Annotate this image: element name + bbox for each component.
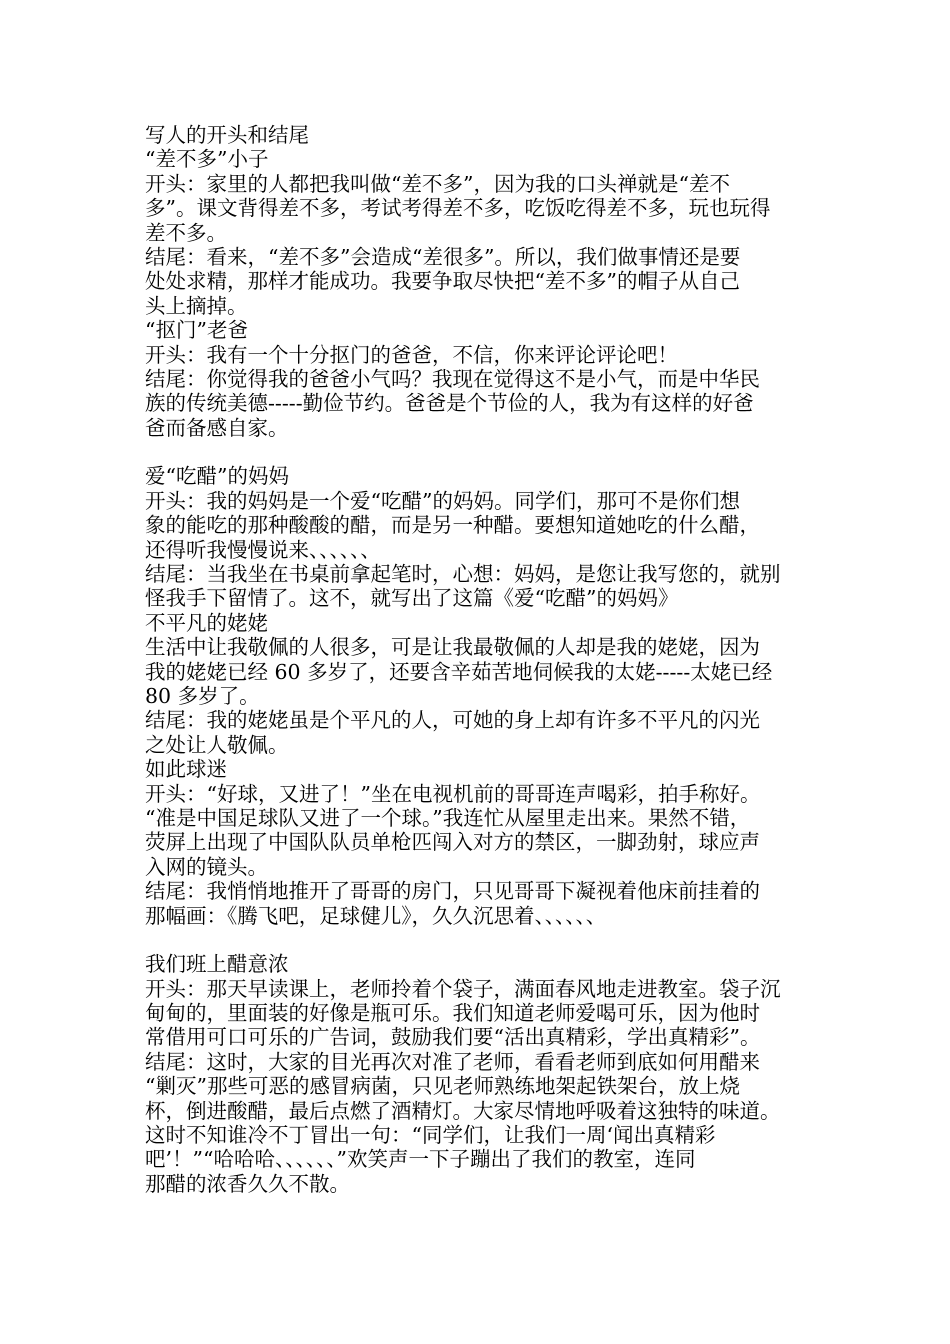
paragraph-line: 族的传统美德-----勤俭节约。爸爸是个节俭的人，我为有这样的好爸 <box>145 391 754 416</box>
paragraph-line: 常借用可口可乐的广告词，鼓励我们要“活出真精彩，学出真精彩”。 <box>145 1025 761 1050</box>
paragraph-line: 甸甸的，里面装的好像是瓶可乐。我们知道老师爱喝可乐，因为他时 <box>145 1001 760 1026</box>
paragraph-line: 开头：那天早读课上，老师拎着个袋子，满面春风地走进教室。袋子沉 <box>145 976 781 1001</box>
paragraph-line: 还得听我慢慢说来、、、、、、 <box>145 537 381 562</box>
paragraph-line: “剿灭”那些可恶的感冒病菌，只见老师熟练地架起铁架台，放上烧 <box>145 1074 740 1099</box>
paragraph-line: 吧’！”“哈哈哈、、、、、、”欢笑声一下子蹦出了我们的教室，连同 <box>145 1147 696 1172</box>
document-page <box>145 123 813 1196</box>
paragraph-line: 爸而备感自家。 <box>145 415 289 440</box>
paragraph-line: 结尾：我的姥姥虽是个平凡的人，可她的身上却有许多不平凡的闪光 <box>145 708 760 733</box>
section-heading: “抠门”老爸 <box>145 318 248 343</box>
paragraph-line: 杯，倒进酸醋，最后点燃了酒精灯。大家尽情地呼吸着这独特的味道。 <box>145 1098 781 1123</box>
paragraph-line: 怪我手下留情了。这不，就写出了这篇《爱“吃醋”的妈妈》 <box>145 586 679 611</box>
paragraph-line: 结尾：你觉得我的爸爸小气吗？我现在觉得这不是小气，而是中华民 <box>145 366 760 391</box>
paragraph-line: 80 多岁了。 <box>145 683 260 708</box>
paragraph-line: 差不多。 <box>145 220 227 245</box>
paragraph-line: 开头：“好球，又进了！”坐在电视机前的哥哥连声喝彩，拍手称好。 <box>145 781 761 806</box>
paragraph-line: 之处让人敬佩。 <box>145 732 289 757</box>
paragraph-line: 多”。课文背得差不多，考试考得差不多，吃饭吃得差不多，玩也玩得 <box>145 196 771 221</box>
section-heading: 爱“吃醋”的妈妈 <box>145 464 289 489</box>
paragraph-line: 入网的镜头。 <box>145 854 268 879</box>
paragraph-line: 开头：家里的人都把我叫做“差不多”，因为我的口头禅就是“差不 <box>145 171 730 196</box>
section-heading: 不平凡的姥姥 <box>145 610 268 635</box>
paragraph-line: 结尾：我悄悄地推开了哥哥的房门，只见哥哥下凝视着他床前挂着的 <box>145 879 760 904</box>
blank-line <box>145 440 813 464</box>
paragraph-line: 荧屏上出现了中国队队员单枪匹闯入对方的禁区，一脚劲射，球应声 <box>145 830 760 855</box>
section-heading: 如此球迷 <box>145 757 227 782</box>
section-heading: 我们班上醋意浓 <box>145 952 289 977</box>
paragraph-line: 我的姥姥已经 60 多岁了，还要含辛茹苦地伺候我的太姥-----太姥已经 <box>145 659 773 684</box>
paragraph-line: 开头：我有一个十分抠门的爸爸，不信，你来评论评论吧！ <box>145 342 678 367</box>
paragraph-line: 处处求精，那样才能成功。我要争取尽快把“差不多”的帽子从自己 <box>145 269 740 294</box>
paragraph-line: 那醋的浓香久久不散。 <box>145 1171 350 1196</box>
paragraph-line: 头上摘掉。 <box>145 293 248 318</box>
paragraph-line: 开头：我的妈妈是一个爱“吃醋”的妈妈。同学们，那可不是你们想 <box>145 488 740 513</box>
blank-line <box>145 928 813 952</box>
paragraph-line: 这时不知谁冷不丁冒出一句：“同学们，让我们一周‘闻出真精彩 <box>145 1123 716 1148</box>
paragraph-line: 象的能吃的那种酸酸的醋，而是另一种醋。要想知道她吃的什么醋， <box>145 513 760 538</box>
paragraph-line: 那幅画：《腾飞吧，足球健儿》，久久沉思着、、、、、、 <box>145 903 607 928</box>
section-heading: “差不多”小子 <box>145 147 269 172</box>
paragraph-line: “准是中国足球队又进了一个球。”我连忙从屋里走出来。果然不错， <box>145 805 751 830</box>
paragraph-line: 结尾：看来，“差不多”会造成“差很多”。所以，我们做事情还是要 <box>145 244 741 269</box>
paragraph-line: 结尾：当我坐在书桌前拿起笔时，心想：妈妈，是您让我写您的，就别 <box>145 562 781 587</box>
paragraph-line: 结尾：这时，大家的目光再次对准了老师，看看老师到底如何用醋来 <box>145 1049 760 1074</box>
paragraph-line: 生活中让我敬佩的人很多，可是让我最敬佩的人却是我的姥姥，因为 <box>145 635 760 660</box>
document-title: 写人的开头和结尾 <box>145 123 309 147</box>
